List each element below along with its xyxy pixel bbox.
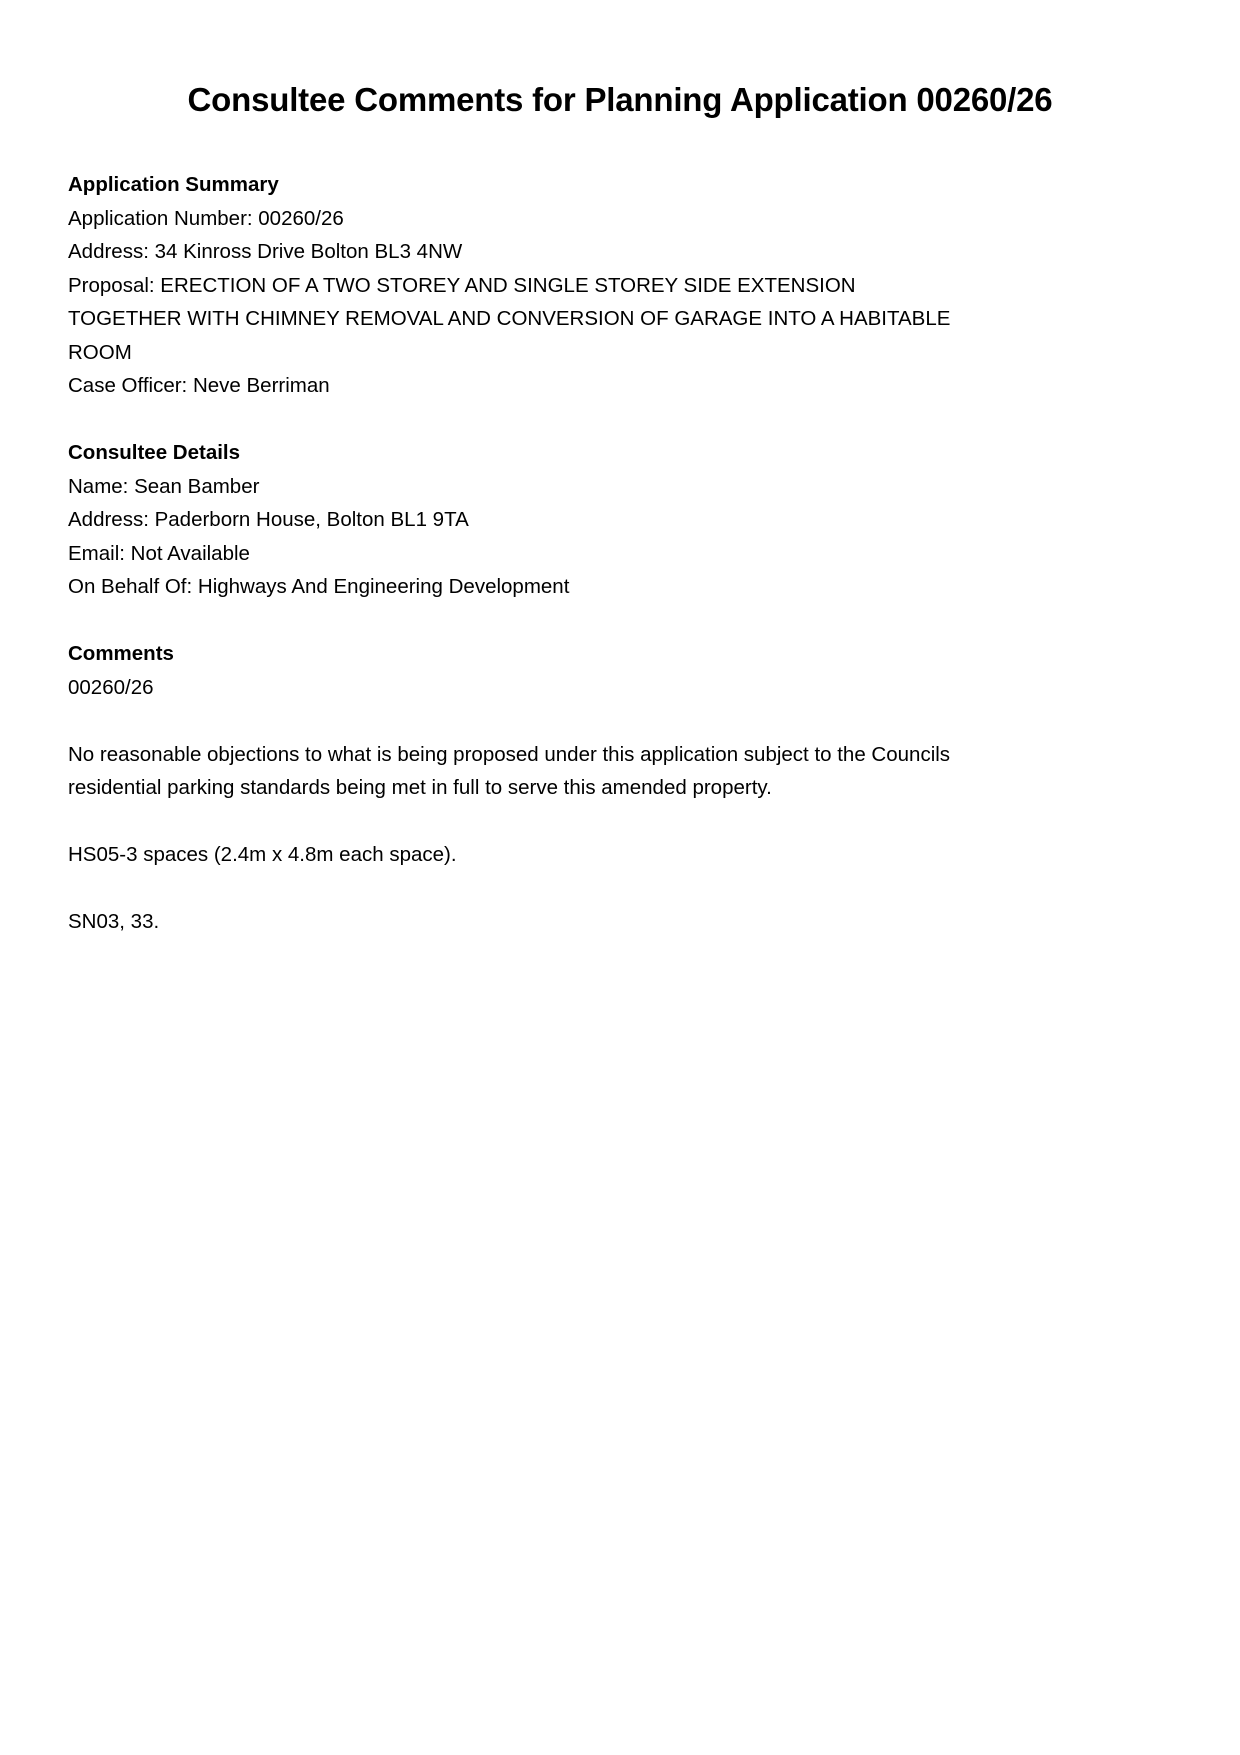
blank-line [68, 805, 1172, 839]
document-title: Consultee Comments for Planning Application 00260/26 [187, 81, 1053, 118]
section-lines [68, 671, 1172, 939]
document-line: Address: 34 Kinross Drive Bolton BL3 4NW [68, 240, 463, 263]
document-line: On Behalf Of: Highways And Engineering Development [68, 575, 570, 598]
section-lines [68, 470, 1172, 604]
section-consultee-details [68, 436, 1172, 604]
document-line: residential parking standards being met in full to serve this amended property. [68, 776, 772, 799]
document-line: Application Number: 00260/26 [68, 206, 344, 230]
section-heading-consultee-details: Consultee Details [68, 441, 241, 464]
document-line: 00260/26 [68, 675, 154, 699]
section-lines [68, 202, 1172, 403]
document-line: No reasonable objections to what is being proposed under this application subject to the Councils [68, 742, 951, 766]
section-heading-comments: Comments [68, 642, 174, 665]
document-line: Email: Not Available [68, 541, 250, 565]
section-application-summary [68, 168, 1172, 403]
document-line: Proposal: ERECTION OF A TWO STOREY AND SINGLE STOREY SIDE EXTENSION [68, 273, 856, 297]
document-line: Address: Paderborn House, Bolton BL1 9TA [68, 508, 469, 531]
document-sections [68, 168, 1172, 939]
section-comments [68, 637, 1172, 939]
document-line: HS05-3 spaces (2.4m x 4.8m each space). [68, 843, 457, 866]
blank-line [68, 872, 1172, 906]
document-line: Name: Sean Bamber [68, 474, 260, 498]
document-line: SN03, 33. [68, 910, 160, 933]
section-heading-application-summary: Application Summary [68, 173, 279, 196]
document-line: TOGETHER WITH CHIMNEY REMOVAL AND CONVERSION OF GARAGE INTO A HABITABLE [68, 307, 951, 330]
blank-line [68, 704, 1172, 738]
document-line: Case Officer: Neve Berriman [68, 374, 330, 397]
document-line: ROOM [68, 340, 132, 364]
